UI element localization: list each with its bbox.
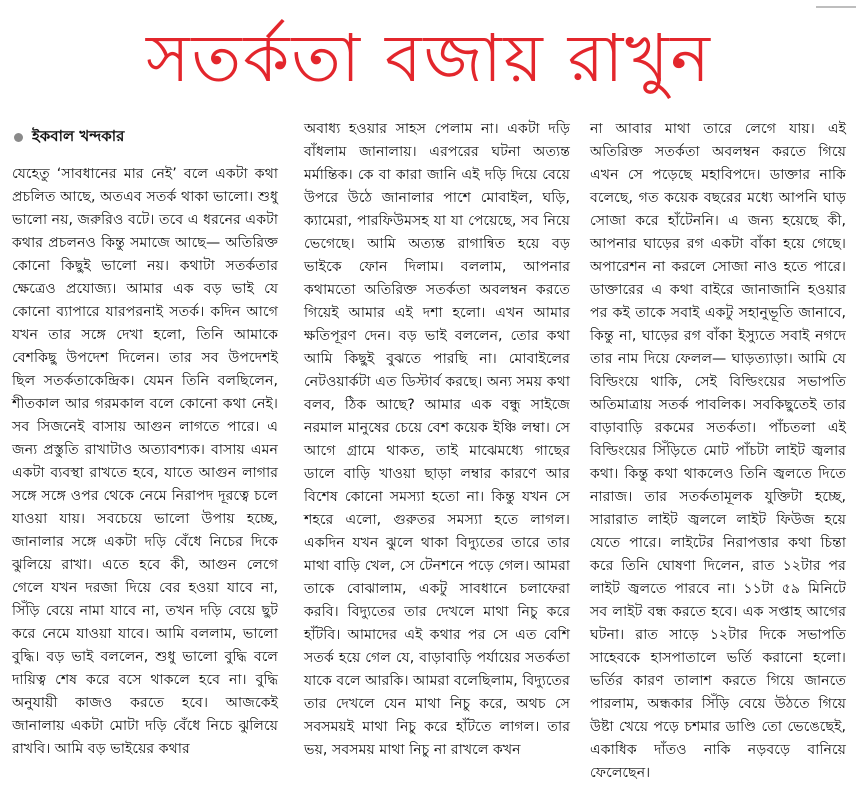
page-corner-mark <box>816 0 856 8</box>
article-column-1 <box>12 163 278 757</box>
article-column-3 <box>590 118 846 781</box>
article-column-2 <box>304 118 570 758</box>
column-text: অবাধ্য হওয়ার সাহস পেলাম না। একটা দড়ি বাঁধলাম জানালায়। এরপরের ঘটনা অত্যন্ত মর্মান্তিক। কে বা কারা জানি এই দড়ি দিয়ে বেয়ে উপরে উঠে জানালার পাশে মোবাইল, ঘড়ি, ক্যামেরা, পারফিউমসহ যা যা পেয়েছে, সব নিয়ে ভেগেছে। আমি অত্যন্ত রাগান্বিত হয়ে বড় ভাইকে ফোন দিলাম। বললাম, আপনার কথামতো অতিরিক্ত সতর্কতা অবলম্বন করতে গিয়েই আমার এই দশা হলো। এখন আমার ক্ষতিপূরণ দেন। বড় ভাই বললেন, তোর কথা আমি কিছুই বুঝতে পারছি না। মোবাইলের নেটওয়ার্কটা এত ডিস্টার্ব করছে। অন্য সময় কথা বলব, ঠিক আছে? আমার এক বন্ধু সাইজে নরমাল মানুষের চেয়ে বেশ কয়েক ইঞ্চি লম্বা। সে আগে গ্রামে থাকত, তাই মাঝেমধ্যে গাছের ডালে বাড়ি খাওয়া ছাড়া লম্বার কারণে আর বিশেষ কোনো সমস্যা হতো না। কিন্তু যখন সে শহরে এলো, গুরুতর সমস্যা হতে লাগল। একদিন যখন ঝুলে থাকা বিদ্যুতের তারে তার মাথা বাড়ি খেল, সে টেনশনে পড়ে গেল। আমরা তাকে বোঝালাম, একটু সাবধানে চলাফেরা করবি। বিদ্যুতের তার দেখলে মাথা নিচু করে হাঁটবি। আমাদের এই কথার পর সে এত বেশি সতর্ক হয়ে গেল যে, বাড়াবাড়ি পর্যায়ের সতর্কতা যাকে বলে আরকি। আমরা বলেছিলাম, বিদ্যুতের তার দেখলে যেন মাথা নিচু করে, অথচ সে সবসময়ই মাথা নিচু করে হাঁটতে লাগল। তার ভয়, সবসময় মাথা নিচু না রাখলে কখন <box>304 121 570 758</box>
article-headline: সতর্কতা বজায় রাখুন <box>146 20 712 97</box>
column-text: যেহেতু ‘সাবধানের মার নেই’ বলে একটা কথা প্রচলিত আছে, অতএব সতর্ক থাকা ভালো। শুধু ভালো নয়, জরুরিও বটে। তবে এ ধরনের একটা কথার প্রচলনও কিন্তু সমাজে আছে— অতিরিক্ত কোনো কিছুই ভালো নয়। কথাটা সতর্কতার ক্ষেত্রেও প্রযোজ্য। আমার এক বড় ভাই যে কোনো ব্যাপারে যারপরনাই সতর্ক। কদিন আগে যখন তার সঙ্গে দেখা হলো, তিনি আমাকে বেশকিছু উপদেশ দিলেন। তার সব উপদেশই ছিল সতর্কতাকেন্দ্রিক। যেমন তিনি বলছিলেন, শীতকাল আর গরমকাল বলে কোনো কথা নেই। সব সিজনেই বাসায় আগুন লাগতে পারে। এ জন্য প্রস্তুতি রাখাটাও অত্যাবশ্যক। বাসায় এমন একটা ব্যবস্থা রাখতে হবে, যাতে আগুন লাগার সঙ্গে সঙ্গে ওপর থেকে নেমে নিরাপদ দূরত্বে চলে যাওয়া যায়। সবচেয়ে ভালো উপায় হচ্ছে, জানালার সঙ্গে একটা দড়ি বেঁধে নিচের দিকে ঝুলিয়ে রাখা। এতে হবে কী, আগুন লেগে গেলে যখন দরজা দিয়ে বের হওয়া যাবে না, সিঁড়ি বেয়ে নামা যাবে না, তখন দড়ি বেয়ে ছুট করে নেমে যাওয়া যাবে। আমি বললাম, ভালো বুদ্ধি। বড় ভাই বললেন, শুধু ভালো বুদ্ধি বলে দায়িত্ব শেষ করে বসে থাকলে হবে না। বুদ্ধি অনুযায়ী কাজও করতে হবে। আজকেই জানালায় একটা মোটা দড়ি বেঁধে নিচে ঝুলিয়ে রাখবি। আমি বড় ভাইয়ের কথার <box>12 166 278 757</box>
byline <box>14 126 294 148</box>
bullet-icon <box>14 133 23 142</box>
column-text: না আবার মাথা তারে লেগে যায়। এই অতিরিক্ত সতর্কতা অবলম্বন করতে গিয়ে এখন সে পড়েছে মহাবিপদে। ডাক্তার নাকি বলেছে, গত কয়েক বছরের মধ্যে আপনি ঘাড় সোজা করে হাঁটেননি। এ জন্য হয়েছে কী, আপনার ঘাড়ের রগ একটা বাঁকা হয়ে গেছে। অপারেশন না করলে সোজা নাও হতে পারে। ডাক্তারের এ কথা বাইরে জানাজানি হওয়ার পর কই তাকে সবাই একটু সহানুভূতি জানাবে, কিন্তু না, ঘাড়ের রগ বাঁকা ইস্যুতে সবাই নগদে তার নাম দিয়ে ফেলল— ঘাড়ত্যাড়া। আমি যে বিল্ডিংয়ে থাকি, সেই বিল্ডিংয়ের সভাপতি অতিমাত্রায় সতর্ক পাবলিক। সবকিছুতেই তার বাড়াবাড়ি রকমের সতর্কতা। পাঁচতলা এই বিল্ডিংয়ের সিঁড়িতে মোট পাঁচটা লাইট জ্বলার কথা। কিন্তু কথা থাকলেও তিনি জ্বলতে দিতে নারাজ। তার সতর্কতামূলক যুক্তিটা হচ্ছে, সারারাত লাইট জ্বললে লাইট ফিউজ হয়ে যেতে পারে। লাইটের নিরাপত্তার কথা চিন্তা করে তিনি ঘোষণা দিলেন, রাত ১২টার পর লাইট জ্বলতে পারবে না। ১১টা ৫৯ মিনিটে সব লাইট বন্ধ করতে হবে। এক সপ্তাহ আগের ঘটনা। রাত সাড়ে ১২টার দিকে সভাপতি সাহেবকে হাসপাতালে ভর্তি করানো হলো। ভর্তির কারণ তালাশ করতে গিয়ে জানতে পারলাম, অন্ধকার সিঁড়ি বেয়ে উঠতে গিয়ে উষ্টা খেয়ে পড়ে চশমার ডাণ্ডি তো ভেঙেছেই, একাধিক দাঁতও নাকি নড়বড়ে বানিয়ে ফেলেছেন। <box>590 121 846 781</box>
author-name: ইকবাল খন্দকার <box>32 126 125 145</box>
